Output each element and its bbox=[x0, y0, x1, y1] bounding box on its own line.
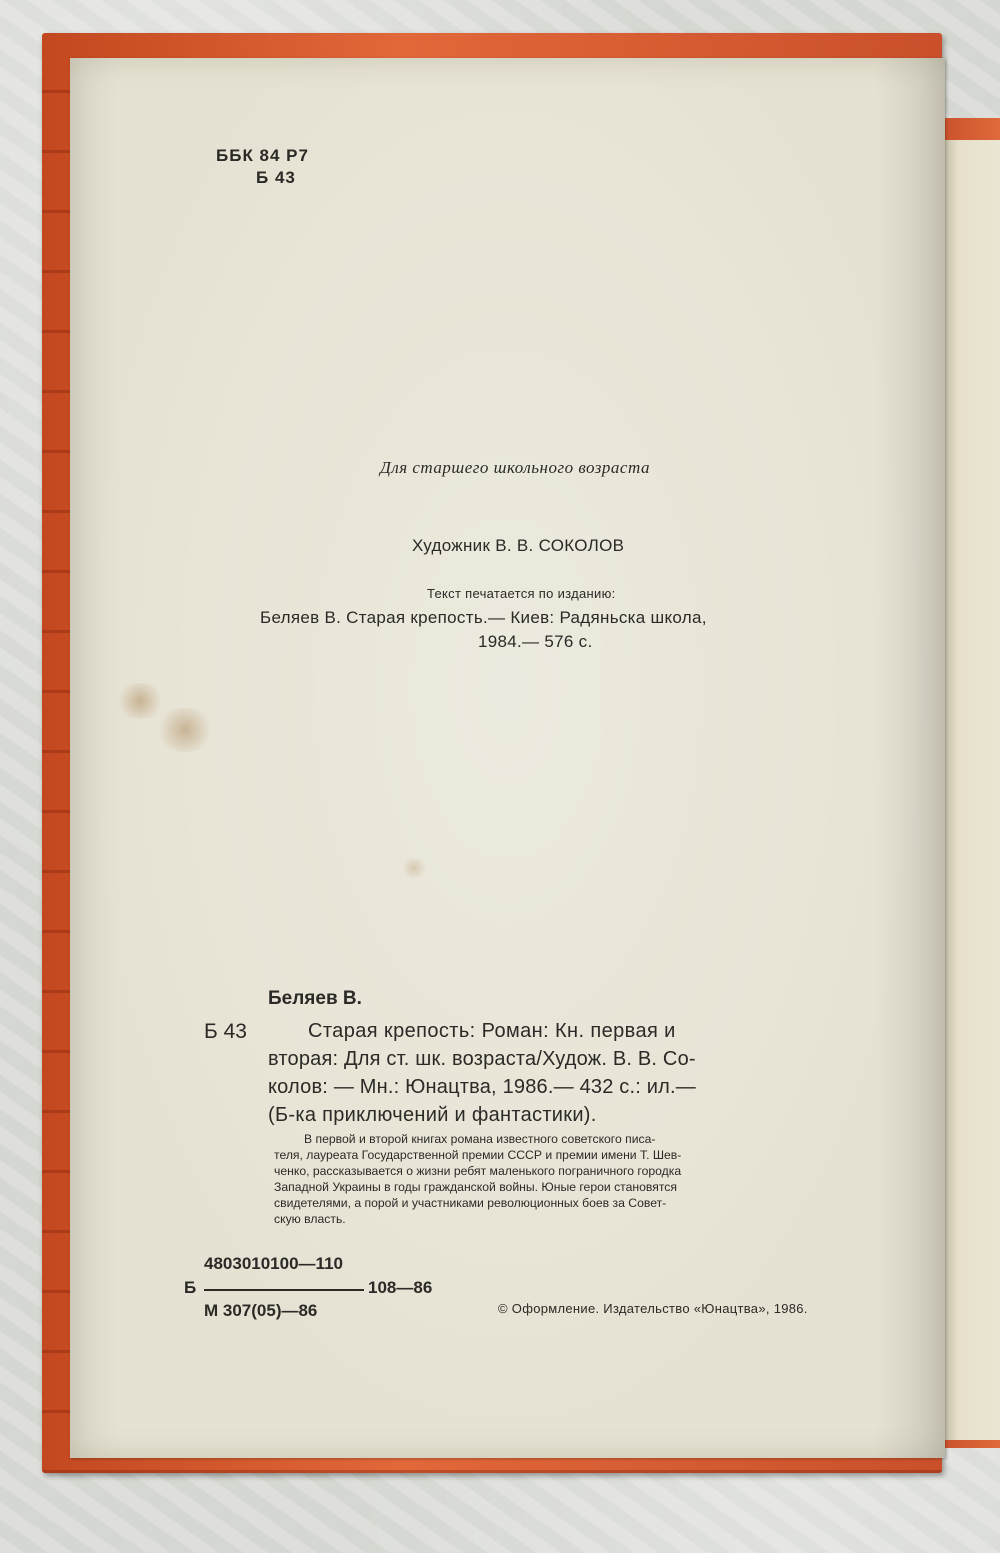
title-verso-page bbox=[70, 58, 945, 1458]
page-stain bbox=[400, 858, 428, 878]
page-stain bbox=[115, 683, 165, 719]
catalog-author: Беляев В. bbox=[268, 988, 362, 1009]
annotation-line: В первой и второй книгах романа известного советского писа- bbox=[304, 1132, 656, 1146]
source-edition-line: 1984.— 576 с. bbox=[478, 632, 593, 651]
publisher-index-letter: Б bbox=[184, 1278, 197, 1297]
source-edition-label: Текст печатается по изданию: bbox=[427, 586, 616, 601]
illustrator-credit: Художник В. В. СОКОЛОВ bbox=[412, 536, 625, 555]
fraction-bar bbox=[204, 1289, 364, 1291]
catalog-description-line: колов: — Мн.: Юнацтва, 1986.— 432 с.: ил.— bbox=[268, 1076, 696, 1098]
catalog-description-line: вторая: Для ст. шк. возраста/Худож. В. В. Со- bbox=[268, 1048, 696, 1070]
page-stain bbox=[155, 708, 215, 752]
catalog-code: Б 43 bbox=[204, 1020, 247, 1043]
catalog-description-line: (Б-ка приключений и фантастики). bbox=[268, 1104, 597, 1126]
publisher-index-numerator: 4803010100—110 bbox=[204, 1254, 343, 1273]
classification-code: ББК 84 Р7 bbox=[216, 146, 309, 165]
publisher-index-denominator: М 307(05)—86 bbox=[204, 1301, 318, 1320]
annotation-line: ченко, рассказывается о жизни ребят маленького пограничного городка bbox=[274, 1164, 682, 1178]
annotation-line: теля, лауреата Государственной премии СССР и премии имени Т. Шев- bbox=[274, 1148, 682, 1162]
publisher-index-tail: 108—86 bbox=[368, 1278, 433, 1297]
audience-note: Для старшего школьного возраста bbox=[380, 458, 650, 477]
facing-page-edge bbox=[940, 140, 1000, 1440]
copyright-notice: © Оформление. Издательство «Юнацтва», 1986. bbox=[498, 1301, 808, 1316]
source-edition-line: Беляев В. Старая крепость.— Киев: Радяньска школа, bbox=[260, 608, 707, 627]
classification-code-secondary: Б 43 bbox=[256, 168, 296, 187]
annotation-line: скую власть. bbox=[274, 1212, 346, 1226]
annotation-line: свидетелями, а порой и участниками революционных боев за Совет- bbox=[274, 1196, 667, 1210]
annotation-line: Западной Украины в годы гражданской войны. Юные герои становятся bbox=[274, 1180, 677, 1194]
catalog-description-line: Старая крепость: Роман: Кн. первая и bbox=[308, 1020, 676, 1042]
